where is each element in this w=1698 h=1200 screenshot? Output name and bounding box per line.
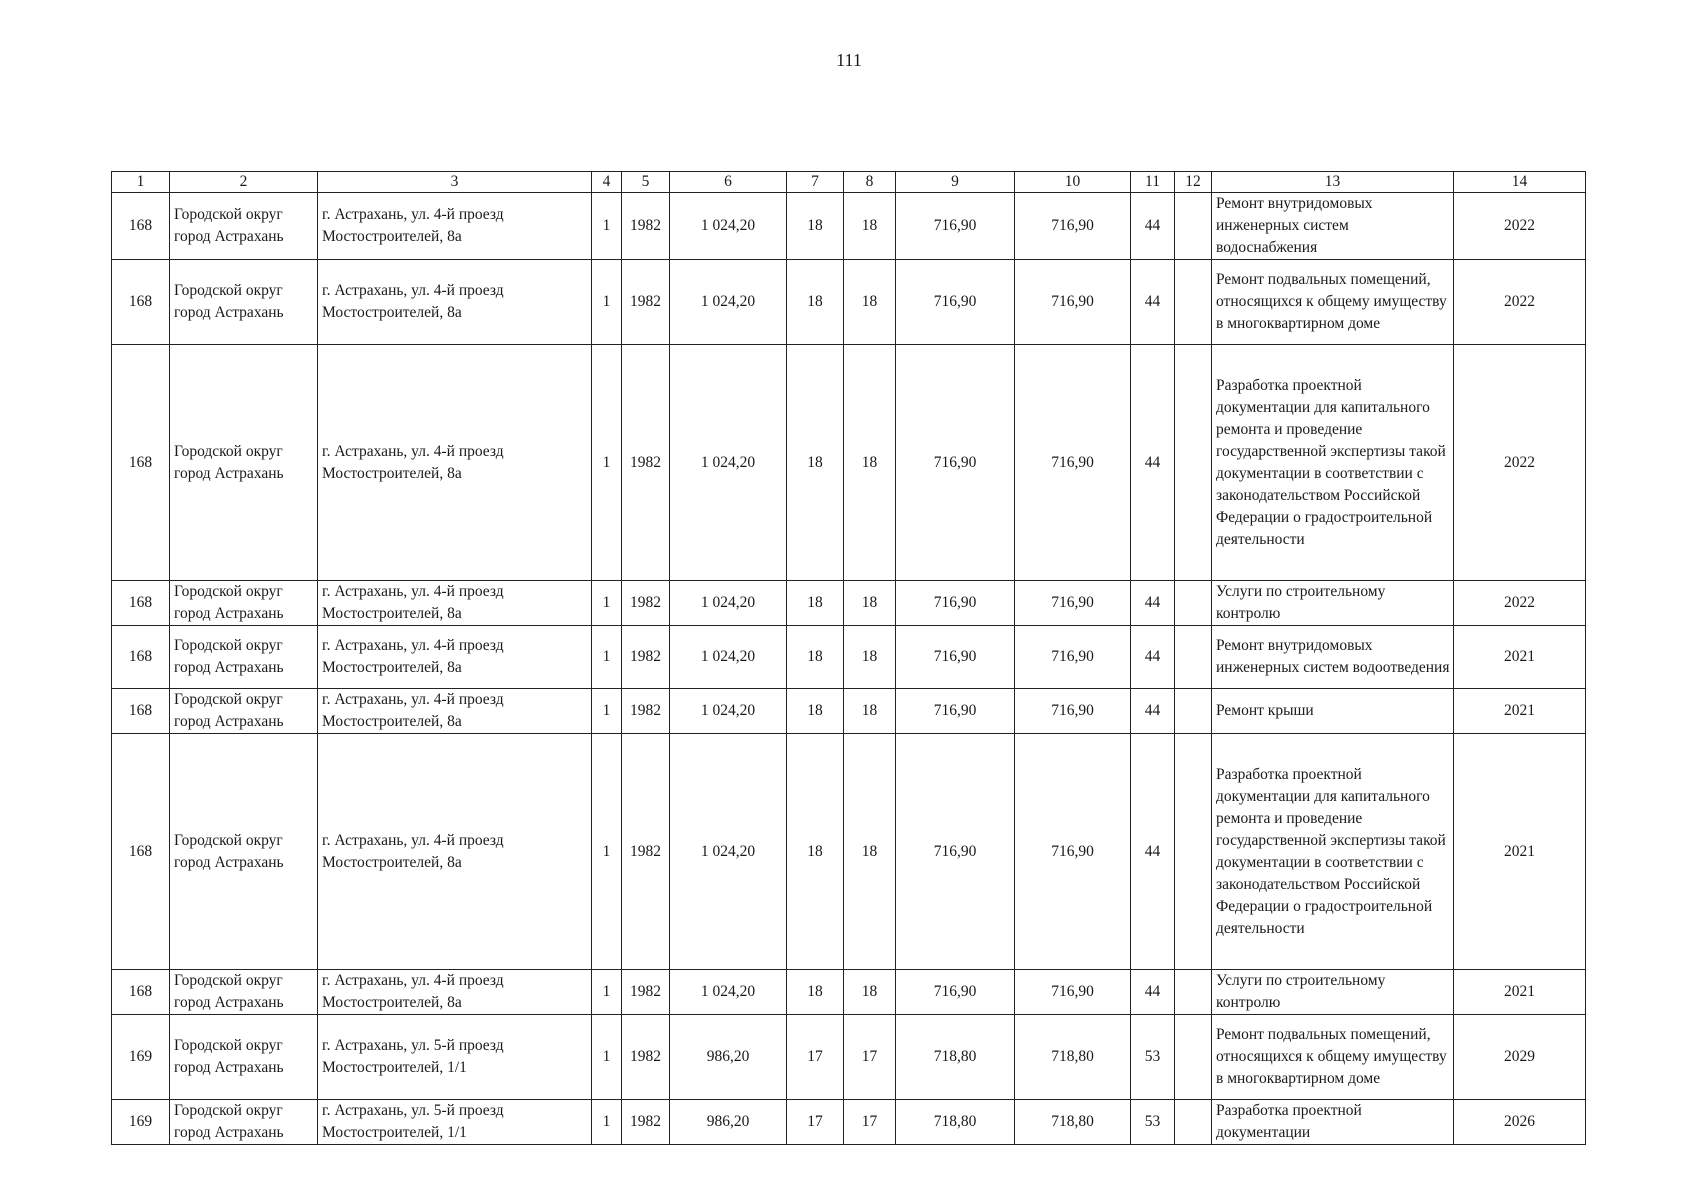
col11-cell: 44 [1131,970,1175,1015]
row-number-cell: 168 [112,581,170,626]
col6-cell: 1 024,20 [670,260,787,345]
col7-cell: 17 [787,1100,844,1145]
col9-cell: 716,90 [896,193,1015,260]
col6-cell: 1 024,20 [670,970,787,1015]
address-cell: г. Астрахань, ул. 4-й проезд Мостостроителей, 8а [318,193,592,260]
municipality-cell: Городской округ город Астрахань [170,970,318,1015]
table-body [112,193,1586,1145]
col6-cell: 986,20 [670,1015,787,1100]
municipality-cell: Городской округ город Астрахань [170,626,318,689]
column-number-header: 5 [622,172,670,193]
address-cell: г. Астрахань, ул. 4-й проезд Мостостроителей, 8а [318,345,592,581]
col4-cell: 1 [592,260,622,345]
col9-cell: 716,90 [896,970,1015,1015]
col11-cell: 44 [1131,193,1175,260]
row-number-cell: 168 [112,970,170,1015]
column-number-header: 12 [1175,172,1212,193]
address-cell: г. Астрахань, ул. 5-й проезд Мостостроителей, 1/1 [318,1015,592,1100]
municipality-cell: Городской округ город Астрахань [170,689,318,734]
col7-cell: 18 [787,689,844,734]
column-number-header: 4 [592,172,622,193]
address-cell: г. Астрахань, ул. 4-й проезд Мостостроителей, 8а [318,581,592,626]
col8-cell: 18 [844,689,896,734]
col7-cell: 18 [787,970,844,1015]
col11-cell: 53 [1131,1015,1175,1100]
col12-cell [1175,626,1212,689]
year-built-cell: 1982 [622,689,670,734]
col9-cell: 718,80 [896,1100,1015,1145]
plan-year-cell: 2021 [1454,626,1586,689]
table-row [112,193,1586,260]
col10-cell: 716,90 [1015,734,1131,970]
col8-cell: 17 [844,1100,896,1145]
plan-year-cell: 2026 [1454,1100,1586,1145]
col10-cell: 718,80 [1015,1100,1131,1145]
year-built-cell: 1982 [622,626,670,689]
table-row [112,734,1586,970]
row-number-cell: 168 [112,626,170,689]
work-type-cell: Ремонт подвальных помещений, относящихся к общему имуществу в многоквартирном доме [1212,260,1454,345]
column-number-header: 6 [670,172,787,193]
work-type-cell: Ремонт внутридомовых инженерных систем водоснабжения [1212,193,1454,260]
work-type-cell: Ремонт крыши [1212,689,1454,734]
year-built-cell: 1982 [622,1100,670,1145]
col12-cell [1175,970,1212,1015]
col6-cell: 1 024,20 [670,734,787,970]
col4-cell: 1 [592,193,622,260]
col4-cell: 1 [592,1100,622,1145]
table-row [112,345,1586,581]
work-type-cell: Услуги по строительному контролю [1212,581,1454,626]
col8-cell: 18 [844,970,896,1015]
col8-cell: 18 [844,626,896,689]
work-type-cell: Ремонт внутридомовых инженерных систем водоотведения [1212,626,1454,689]
plan-year-cell: 2022 [1454,345,1586,581]
plan-year-cell: 2021 [1454,970,1586,1015]
year-built-cell: 1982 [622,734,670,970]
col11-cell: 44 [1131,345,1175,581]
row-number-cell: 168 [112,260,170,345]
municipality-cell: Городской округ город Астрахань [170,260,318,345]
col4-cell: 1 [592,626,622,689]
col10-cell: 716,90 [1015,193,1131,260]
col4-cell: 1 [592,345,622,581]
col12-cell [1175,345,1212,581]
municipality-cell: Городской округ город Астрахань [170,345,318,581]
col11-cell: 53 [1131,1100,1175,1145]
column-number-header: 1 [112,172,170,193]
municipality-cell: Городской округ город Астрахань [170,734,318,970]
column-number-header: 9 [896,172,1015,193]
table-row [112,1015,1586,1100]
col9-cell: 716,90 [896,581,1015,626]
year-built-cell: 1982 [622,1015,670,1100]
col12-cell [1175,734,1212,970]
work-type-cell: Ремонт подвальных помещений, относящихся к общему имуществу в многоквартирном доме [1212,1015,1454,1100]
col9-cell: 718,80 [896,1015,1015,1100]
address-cell: г. Астрахань, ул. 4-й проезд Мостостроителей, 8а [318,970,592,1015]
col9-cell: 716,90 [896,260,1015,345]
col8-cell: 17 [844,1015,896,1100]
year-built-cell: 1982 [622,193,670,260]
municipality-cell: Городской округ город Астрахань [170,581,318,626]
col9-cell: 716,90 [896,689,1015,734]
col8-cell: 18 [844,345,896,581]
plan-year-cell: 2022 [1454,193,1586,260]
col10-cell: 716,90 [1015,345,1131,581]
col11-cell: 44 [1131,734,1175,970]
row-number-cell: 168 [112,689,170,734]
col7-cell: 18 [787,581,844,626]
work-type-cell: Разработка проектной документации для капитального ремонта и проведение государственной экспертизы такой документации в соответствии с законодательством Российской Федерации о градостроительной деятельности [1212,734,1454,970]
col10-cell: 716,90 [1015,581,1131,626]
year-built-cell: 1982 [622,345,670,581]
col4-cell: 1 [592,970,622,1015]
registry-table [111,171,1586,1145]
address-cell: г. Астрахань, ул. 4-й проезд Мостостроителей, 8а [318,689,592,734]
column-number-header: 2 [170,172,318,193]
col12-cell [1175,581,1212,626]
col6-cell: 1 024,20 [670,626,787,689]
col12-cell [1175,1015,1212,1100]
col4-cell: 1 [592,734,622,970]
col11-cell: 44 [1131,581,1175,626]
column-number-header: 7 [787,172,844,193]
address-cell: г. Астрахань, ул. 4-й проезд Мостостроителей, 8а [318,734,592,970]
plan-year-cell: 2022 [1454,260,1586,345]
municipality-cell: Городской округ город Астрахань [170,1015,318,1100]
col10-cell: 716,90 [1015,260,1131,345]
col11-cell: 44 [1131,626,1175,689]
col7-cell: 18 [787,260,844,345]
year-built-cell: 1982 [622,581,670,626]
work-type-cell: Разработка проектной документации [1212,1100,1454,1145]
work-type-cell: Услуги по строительному контролю [1212,970,1454,1015]
table-row [112,689,1586,734]
col8-cell: 18 [844,734,896,970]
col10-cell: 716,90 [1015,970,1131,1015]
column-number-header: 14 [1454,172,1586,193]
col12-cell [1175,1100,1212,1145]
col10-cell: 716,90 [1015,689,1131,734]
col6-cell: 1 024,20 [670,193,787,260]
col10-cell: 718,80 [1015,1015,1131,1100]
col7-cell: 18 [787,626,844,689]
row-number-cell: 168 [112,193,170,260]
year-built-cell: 1982 [622,260,670,345]
col4-cell: 1 [592,581,622,626]
column-number-header: 11 [1131,172,1175,193]
col8-cell: 18 [844,260,896,345]
plan-year-cell: 2021 [1454,689,1586,734]
col11-cell: 44 [1131,689,1175,734]
plan-year-cell: 2029 [1454,1015,1586,1100]
address-cell: г. Астрахань, ул. 4-й проезд Мостостроителей, 8а [318,626,592,689]
address-cell: г. Астрахань, ул. 5-й проезд Мостостроителей, 1/1 [318,1100,592,1145]
col12-cell [1175,193,1212,260]
column-number-header: 3 [318,172,592,193]
col7-cell: 18 [787,193,844,260]
table-row [112,581,1586,626]
plan-year-cell: 2021 [1454,734,1586,970]
column-number-row [112,172,1586,193]
col7-cell: 17 [787,1015,844,1100]
table-row [112,1100,1586,1145]
municipality-cell: Городской округ город Астрахань [170,1100,318,1145]
plan-year-cell: 2022 [1454,581,1586,626]
table-row [112,260,1586,345]
row-number-cell: 169 [112,1015,170,1100]
col8-cell: 18 [844,581,896,626]
table-row [112,970,1586,1015]
col6-cell: 1 024,20 [670,345,787,581]
column-number-header: 10 [1015,172,1131,193]
table-row [112,626,1586,689]
col11-cell: 44 [1131,260,1175,345]
work-type-cell: Разработка проектной документации для капитального ремонта и проведение государственной экспертизы такой документации в соответствии с законодательством Российской Федерации о градостроительной деятельности [1212,345,1454,581]
col8-cell: 18 [844,193,896,260]
row-number-cell: 169 [112,1100,170,1145]
row-number-cell: 168 [112,345,170,581]
col9-cell: 716,90 [896,626,1015,689]
col4-cell: 1 [592,689,622,734]
col4-cell: 1 [592,1015,622,1100]
col12-cell [1175,689,1212,734]
year-built-cell: 1982 [622,970,670,1015]
address-cell: г. Астрахань, ул. 4-й проезд Мостостроителей, 8а [318,260,592,345]
col12-cell [1175,260,1212,345]
column-number-header: 13 [1212,172,1454,193]
row-number-cell: 168 [112,734,170,970]
column-number-header: 8 [844,172,896,193]
col10-cell: 716,90 [1015,626,1131,689]
col6-cell: 1 024,20 [670,689,787,734]
col6-cell: 986,20 [670,1100,787,1145]
col9-cell: 716,90 [896,734,1015,970]
col9-cell: 716,90 [896,345,1015,581]
col6-cell: 1 024,20 [670,581,787,626]
col7-cell: 18 [787,345,844,581]
page-number: 111 [836,50,862,70]
municipality-cell: Городской округ город Астрахань [170,193,318,260]
col7-cell: 18 [787,734,844,970]
